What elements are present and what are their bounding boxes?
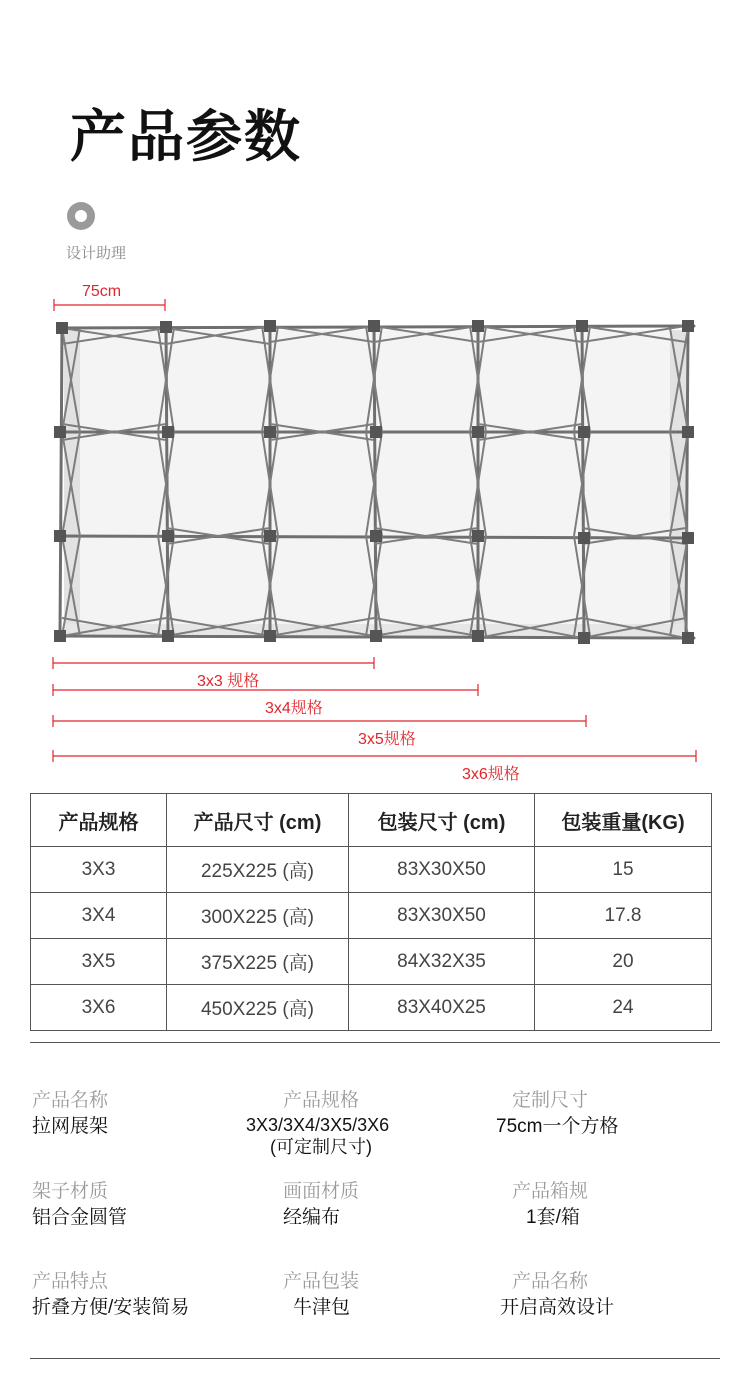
info-value-custom-size: 75cm一个方格 <box>496 1116 619 1137</box>
logo-ring-icon <box>67 202 95 230</box>
table-header: 包装尺寸 (cm) <box>349 794 535 847</box>
table-cell: 83X30X50 <box>349 893 535 939</box>
divider-top <box>30 1042 720 1043</box>
table-cell: 3X4 <box>31 893 167 939</box>
popup-frame-illustration <box>50 318 702 652</box>
info-value-packaging: 牛津包 <box>293 1297 351 1318</box>
table-cell: 450X225 (高) <box>167 985 349 1031</box>
info-value-product-spec: 3X3/3X4/3X5/3X6 <box>246 1115 390 1135</box>
module-width-label: 75cm <box>82 283 122 300</box>
table-row <box>31 985 712 1031</box>
spec-label-3x3: 3x3 规格 <box>197 673 260 690</box>
module-width-dimension-line <box>50 298 180 312</box>
info-label-product-name-2: 产品名称 <box>512 1271 589 1292</box>
page-title: 产品参数 <box>70 105 302 168</box>
table-cell: 3X3 <box>31 847 167 893</box>
info-value-carton-spec: 1套/箱 <box>526 1207 580 1228</box>
table-header: 产品规格 <box>31 794 167 847</box>
divider-bottom <box>30 1358 720 1359</box>
table-cell: 15 <box>535 847 712 893</box>
info-value-graphic-material: 经编布 <box>283 1207 341 1228</box>
table-header: 包装重量(KG) <box>535 794 712 847</box>
info-label-features: 产品特点 <box>32 1271 109 1292</box>
info-label-packaging: 产品包装 <box>283 1271 360 1292</box>
table-cell: 20 <box>535 939 712 985</box>
table-cell: 375X225 (高) <box>167 939 349 985</box>
table-row <box>31 893 712 939</box>
info-label-product-name: 产品名称 <box>32 1090 109 1111</box>
info-value-product-name-2: 开启高效设计 <box>500 1297 615 1318</box>
info-value-frame-material: 铝合金圆管 <box>32 1207 128 1228</box>
table-header: 产品尺寸 (cm) <box>167 794 349 847</box>
table-cell: 225X225 (高) <box>167 847 349 893</box>
table-cell: 24 <box>535 985 712 1031</box>
table-cell: 83X40X25 <box>349 985 535 1031</box>
table-row <box>31 847 712 893</box>
info-value-product-name: 拉网展架 <box>32 1116 109 1137</box>
table-cell: 3X6 <box>31 985 167 1031</box>
info-label-frame-material: 架子材质 <box>32 1181 109 1202</box>
table-cell: 300X225 (高) <box>167 893 349 939</box>
table-cell: 83X30X50 <box>349 847 535 893</box>
table-header-row <box>31 794 712 847</box>
info-label-custom-size: 定制尺寸 <box>512 1090 589 1111</box>
table-cell: 3X5 <box>31 939 167 985</box>
info-label-product-spec: 产品规格 <box>283 1090 360 1111</box>
spec-label-3x6: 3x6规格 <box>462 766 520 783</box>
info-value-product-spec-note: (可定制尺寸) <box>270 1137 372 1157</box>
info-label-graphic-material: 画面材质 <box>283 1181 360 1202</box>
logo-text: 设计助理 <box>66 245 127 262</box>
info-label-carton-spec: 产品箱规 <box>512 1181 589 1202</box>
specs-table <box>30 793 712 1031</box>
info-value-features: 折叠方便/安装简易 <box>32 1297 190 1318</box>
table-cell: 17.8 <box>535 893 712 939</box>
table-row <box>31 939 712 985</box>
spec-label-3x4: 3x4规格 <box>265 700 323 717</box>
spec-label-3x5: 3x5规格 <box>358 731 416 748</box>
table-cell: 84X32X35 <box>349 939 535 985</box>
